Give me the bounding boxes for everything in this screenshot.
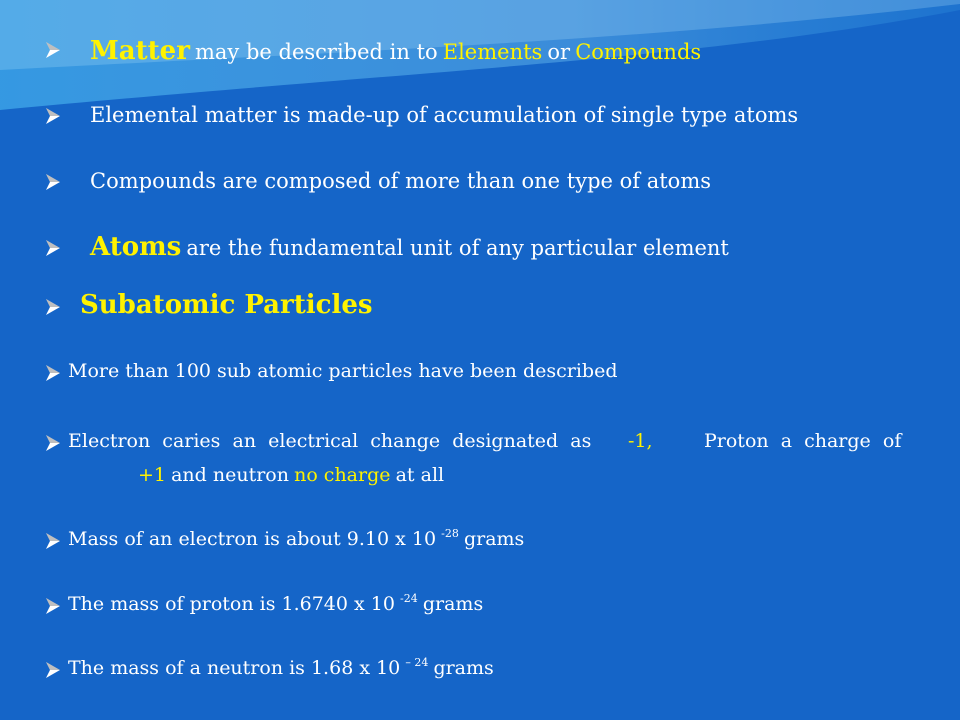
- bullet-text: Mass of an electron is about 9.10 x 10: [68, 528, 437, 550]
- arrow-bullet-icon: [46, 662, 60, 678]
- exponent: -28: [441, 527, 459, 540]
- arrow-bullet-icon: [46, 299, 60, 315]
- bullet-text: Compounds are composed of more than one type of atoms: [90, 169, 712, 193]
- arrow-bullet-icon: [46, 533, 60, 549]
- arrow-bullet-icon: [46, 365, 60, 381]
- bullet-text: are the fundamental unit of any particular element: [186, 236, 729, 260]
- bullet-text: Elemental matter is made-up of accumulation of single type atoms: [90, 103, 799, 127]
- electron-charge: -1,: [628, 430, 653, 452]
- bullet-text: or: [547, 40, 571, 64]
- bullet-text: at all: [395, 464, 445, 486]
- exponent: -24: [400, 592, 418, 605]
- bullet-text: and neutron: [171, 464, 289, 486]
- bullet-text: grams: [463, 528, 525, 550]
- bullet-text: grams: [422, 593, 484, 615]
- bullet-text: The mass of proton is 1.6740 x 10: [68, 593, 395, 615]
- bullet-text: More than 100 sub atomic particles have been described: [68, 360, 618, 382]
- compounds-keyword: Compounds: [575, 40, 702, 64]
- bullet-text: grams: [433, 657, 494, 679]
- heading-text: Subatomic Particles: [80, 290, 373, 320]
- elements-keyword: Elements: [442, 40, 543, 64]
- bullet-text: Proton a charge of: [704, 430, 902, 452]
- bullet-text: The mass of a neutron is 1.68 x 10: [68, 657, 401, 679]
- bullet-text: may be described in to: [194, 40, 438, 64]
- arrow-bullet-icon: [46, 42, 60, 58]
- matter-keyword: Matter: [90, 36, 190, 66]
- no-charge-keyword: no charge: [294, 464, 391, 486]
- atoms-keyword: Atoms: [90, 232, 182, 262]
- arrow-bullet-icon: [46, 240, 60, 256]
- bullet-charges-cont: [138, 464, 444, 486]
- exponent: – 24: [405, 656, 429, 669]
- arrow-bullet-icon: [46, 174, 60, 190]
- arrow-bullet-icon: [46, 598, 60, 614]
- arrow-bullet-icon: [46, 108, 60, 124]
- bullet-text: Electron caries an electrical change designated as: [68, 430, 592, 452]
- arrow-bullet-icon: [46, 435, 60, 451]
- proton-charge: +1: [138, 464, 167, 486]
